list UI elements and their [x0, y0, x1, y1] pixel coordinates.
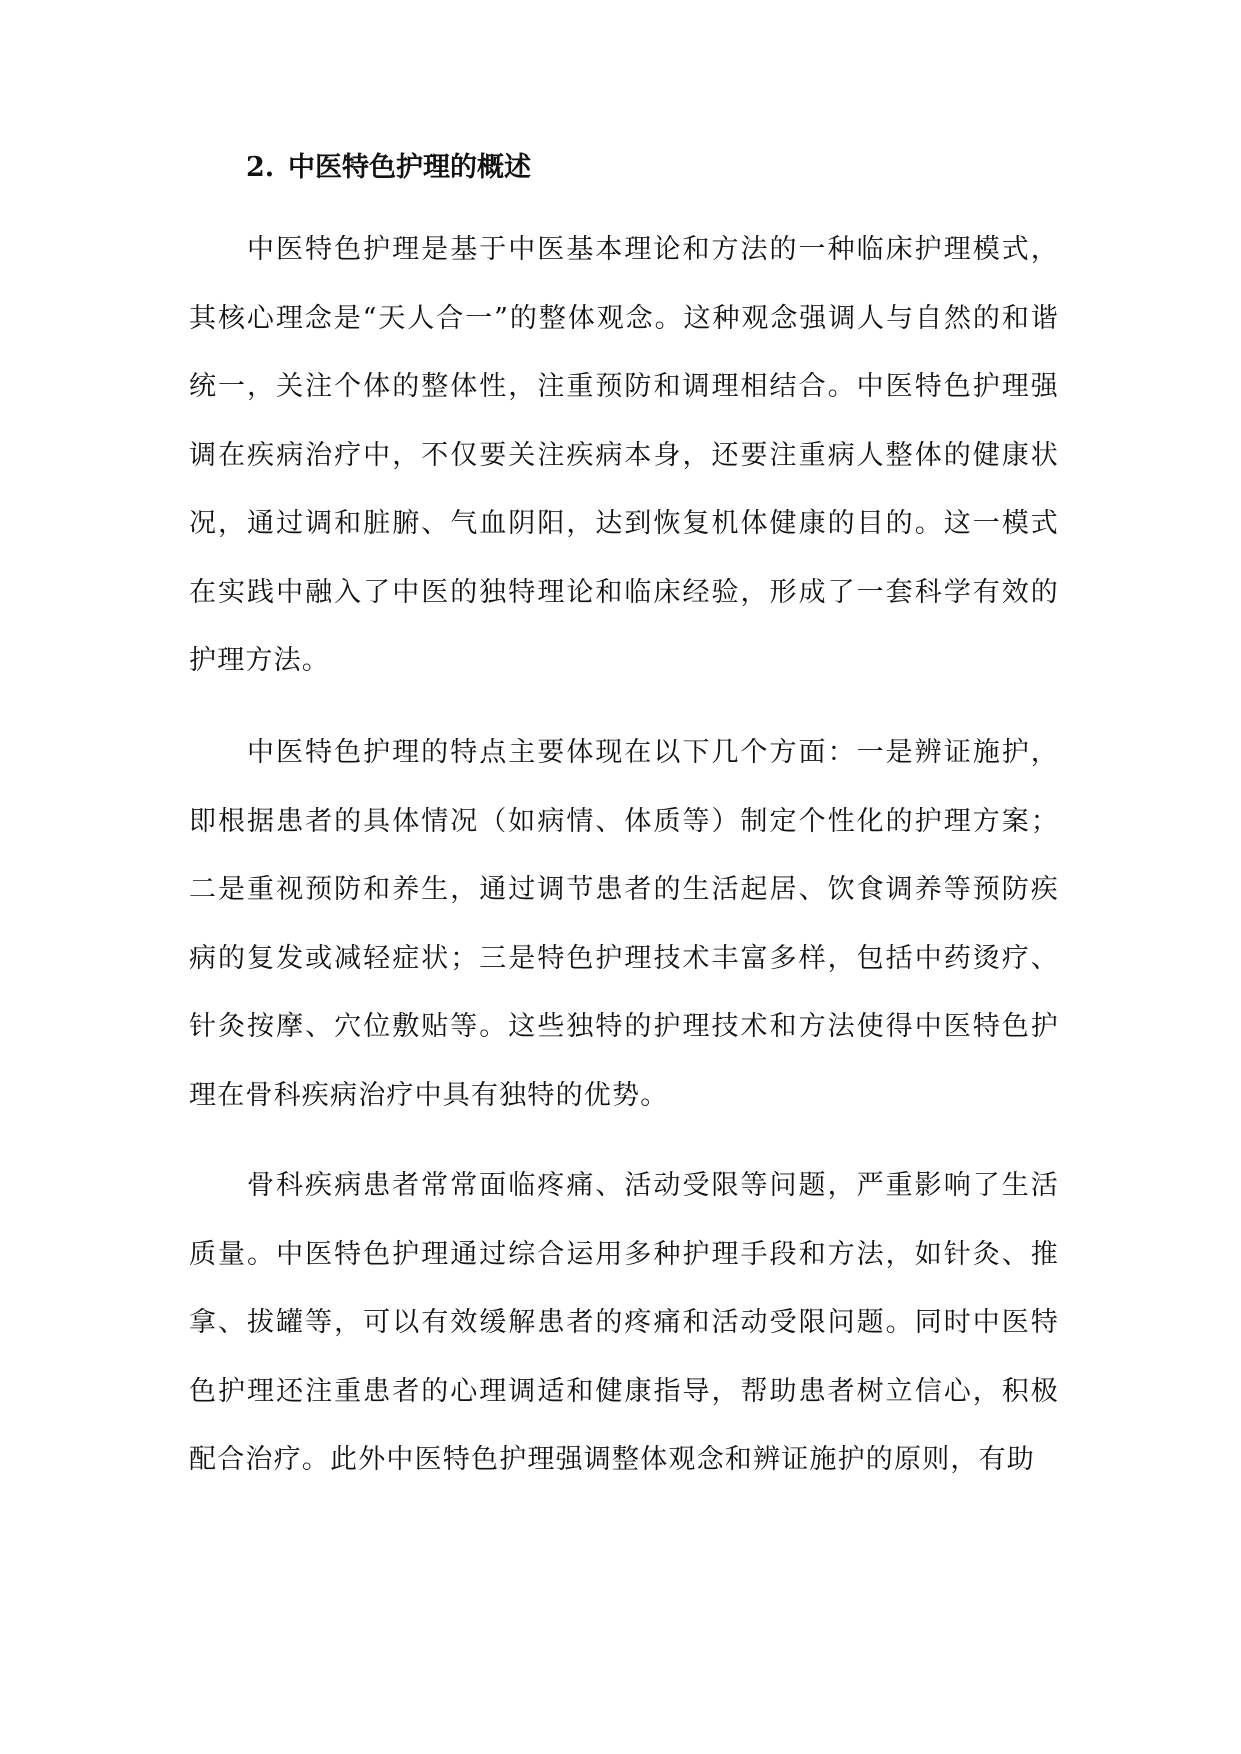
paragraph-characteristics: 中医特色护理的特点主要体现在以下几个方面：一是辨证施护，即根据患者的具体情况（如病情、体质等）制定个性化的护理方案；二是重视预防和养生，通过调节患者的生活起居、饮食调养等预防疾病的复发或减轻症状；三是特色护理技术丰富多样，包括中药烫疗、针灸按摩、穴位敷贴等。这些独特的护理技术和方法使得中医特色护理在骨科疾病治疗中具有独特的优势。 [189, 737, 1059, 1111]
section-title: 中医特色护理的概述 [288, 152, 531, 183]
section-number: 2. [246, 152, 275, 183]
paragraph-overview: 中医特色护理是基于中医基本理论和方法的一种临床护理模式，其核心理念是“天人合一”的整体观念。这种观念强调人与自然的和谐统一，关注个体的整体性，注重预防和调理相结合。中医特色护理强调在疾病治疗中，不仅要关注疾病本身，还要注重病人整体的健康状况，通过调和脏腑、气血阴阳，达到恢复机体健康的目的。这一模式在实践中融入了中医的独特理论和临床经验，形成了一套科学有效的护理方法。 [189, 234, 1059, 676]
section-heading [246, 150, 531, 186]
paragraph-orthopedic-application: 骨科疾病患者常常面临疼痛、活动受限等问题，严重影响了生活质量。中医特色护理通过综合运用多种护理手段和方法，如针灸、推拿、拔罐等，可以有效缓解患者的疼痛和活动受限问题。同时中医特色护理还注重患者的心理调适和健康指导，帮助患者树立信心，积极配合治疗。此外中医特色护理强调整体观念和辨证施护的原则，有助 [189, 1170, 1059, 1475]
